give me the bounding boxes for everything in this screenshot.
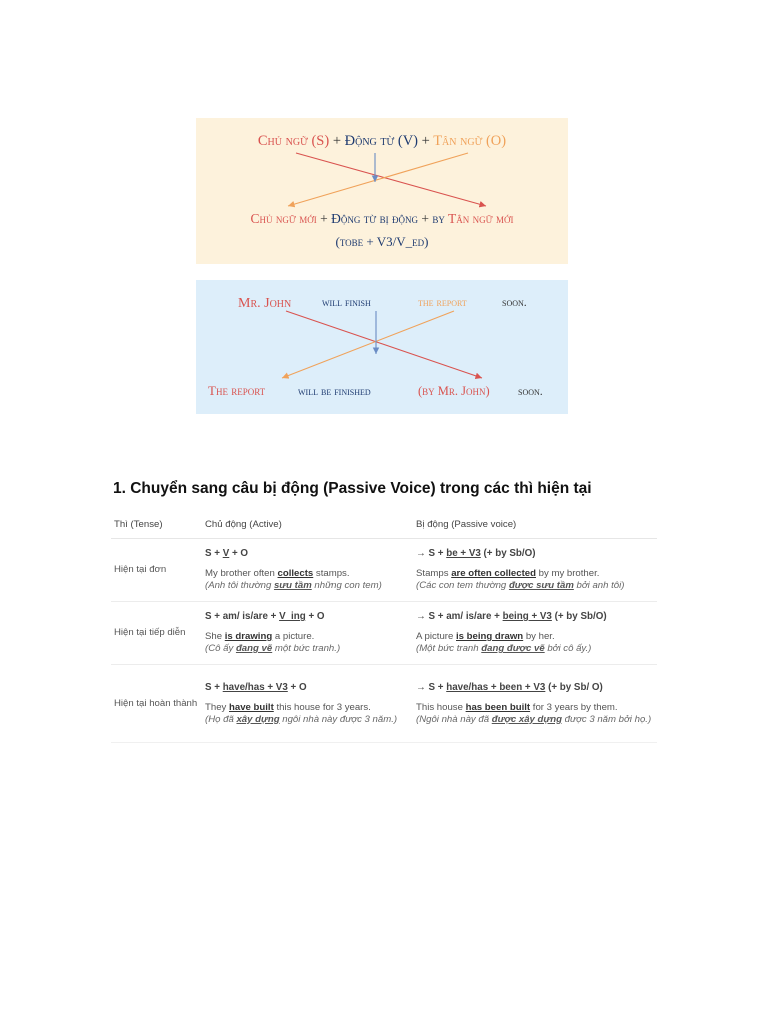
- active-translation: (Cô ấy đang vẽ một bức tranh.): [205, 643, 341, 654]
- passive-example: This house has been built for 3 years by them.: [416, 701, 618, 713]
- new-object-label: Tân ngữ mới: [448, 211, 514, 226]
- section-title: 1. Chuyển sang câu bị động (Passive Voice) trong các thì hiện tại: [113, 480, 592, 497]
- active-formula: S + have/has + V3 + O: [205, 681, 307, 693]
- passive-cell: [410, 539, 657, 602]
- passive-translation: (Ngôi nhà này đã được xây dựng được 3 năm bởi họ.): [416, 713, 652, 725]
- plus-sign: +: [320, 211, 328, 226]
- passive-voice-table: [111, 510, 657, 743]
- passive-cell: [410, 602, 657, 665]
- active-formula: S + V + O: [205, 548, 249, 559]
- example-by-agent: (by Mr. John): [418, 384, 490, 398]
- tense-cell: [111, 539, 202, 602]
- active-cell: [202, 602, 410, 665]
- subject-to-object-arrow: [286, 311, 482, 378]
- tense-name: Hiện tại tiếp diễn: [114, 627, 186, 638]
- object-label: Tân ngữ (O): [433, 133, 507, 149]
- passive-example: Stamps are often collected by my brother.: [416, 568, 600, 579]
- passive-translation: (Một bức tranh đang được vẽ bởi cô ấy.): [416, 643, 592, 654]
- active-formula: S + am/ is/are + V_ing + O: [205, 611, 325, 622]
- passive-cell: [410, 665, 657, 743]
- example-diagram-graphic: [196, 280, 568, 414]
- formula-line-2: [251, 211, 514, 226]
- passive-formula: → S + be + V3 (+ by Sb/O): [416, 548, 536, 559]
- header-passive: Bị động (Passive voice): [410, 510, 657, 539]
- active-example: My brother often collects stamps.: [205, 568, 350, 579]
- example-soon: soon.: [518, 384, 543, 398]
- active-translation: (Anh tôi thường sưu tầm những con tem): [205, 580, 382, 591]
- active-example: She is drawing a picture.: [205, 631, 315, 642]
- object-to-subject-arrow: [282, 311, 454, 378]
- subject-label: Chủ ngữ (S): [257, 133, 330, 149]
- active-cell: [202, 665, 410, 743]
- passive-verb-label: Động từ bị động: [331, 211, 418, 226]
- example-object: the report: [418, 295, 467, 309]
- example-subject: Mr. John: [238, 296, 292, 311]
- tense-cell: [111, 665, 202, 743]
- example-passive-subject: The report: [208, 383, 266, 398]
- passive-example: A picture is being drawn by her.: [416, 631, 555, 642]
- tense-name: Hiện tại đơn: [114, 564, 167, 575]
- table-header-row: [111, 510, 657, 539]
- header-tense: Thì (Tense): [111, 510, 202, 539]
- formula-line-1: [258, 133, 506, 149]
- tense-cell: [111, 602, 202, 665]
- passive-formula: → S + have/has + been + V3 (+ by Sb/ O): [416, 681, 603, 693]
- example-verb: will finish: [322, 295, 371, 309]
- table-row: [111, 539, 657, 602]
- plus-sign: +: [421, 211, 429, 226]
- table-row: [111, 665, 657, 743]
- plus-sign: +: [332, 133, 342, 149]
- subject-to-object-arrow: [296, 153, 486, 206]
- new-subject-label: Chủ ngữ mới: [250, 211, 317, 226]
- example-diagram: [196, 280, 568, 414]
- active-translation: (Họ đã xây dựng ngôi nhà này được 3 năm.): [205, 713, 398, 725]
- by-label: by: [432, 211, 445, 226]
- tense-name: Hiện tại hoàn thành: [114, 697, 198, 709]
- formula-diagram: [196, 118, 568, 264]
- table-row: [111, 602, 657, 665]
- passive-formula: → S + am/ is/are + being + V3 (+ by Sb/O): [416, 611, 607, 622]
- formula-diagram-graphic: [196, 118, 568, 264]
- verb-label: Động từ (V): [344, 133, 419, 149]
- active-example: They have built this house for 3 years.: [205, 701, 371, 713]
- plus-sign: +: [421, 133, 430, 149]
- active-cell: [202, 539, 410, 602]
- tobe-v3-note: (tobe + V3/V_ed): [335, 234, 429, 249]
- example-soon: soon.: [502, 295, 527, 309]
- object-to-subject-arrow: [288, 153, 468, 206]
- passive-translation: (Các con tem thường được sưu tầm bởi anh tôi): [416, 580, 625, 591]
- header-active: Chủ động (Active): [202, 510, 410, 539]
- example-passive-verb: will be finished: [298, 384, 371, 398]
